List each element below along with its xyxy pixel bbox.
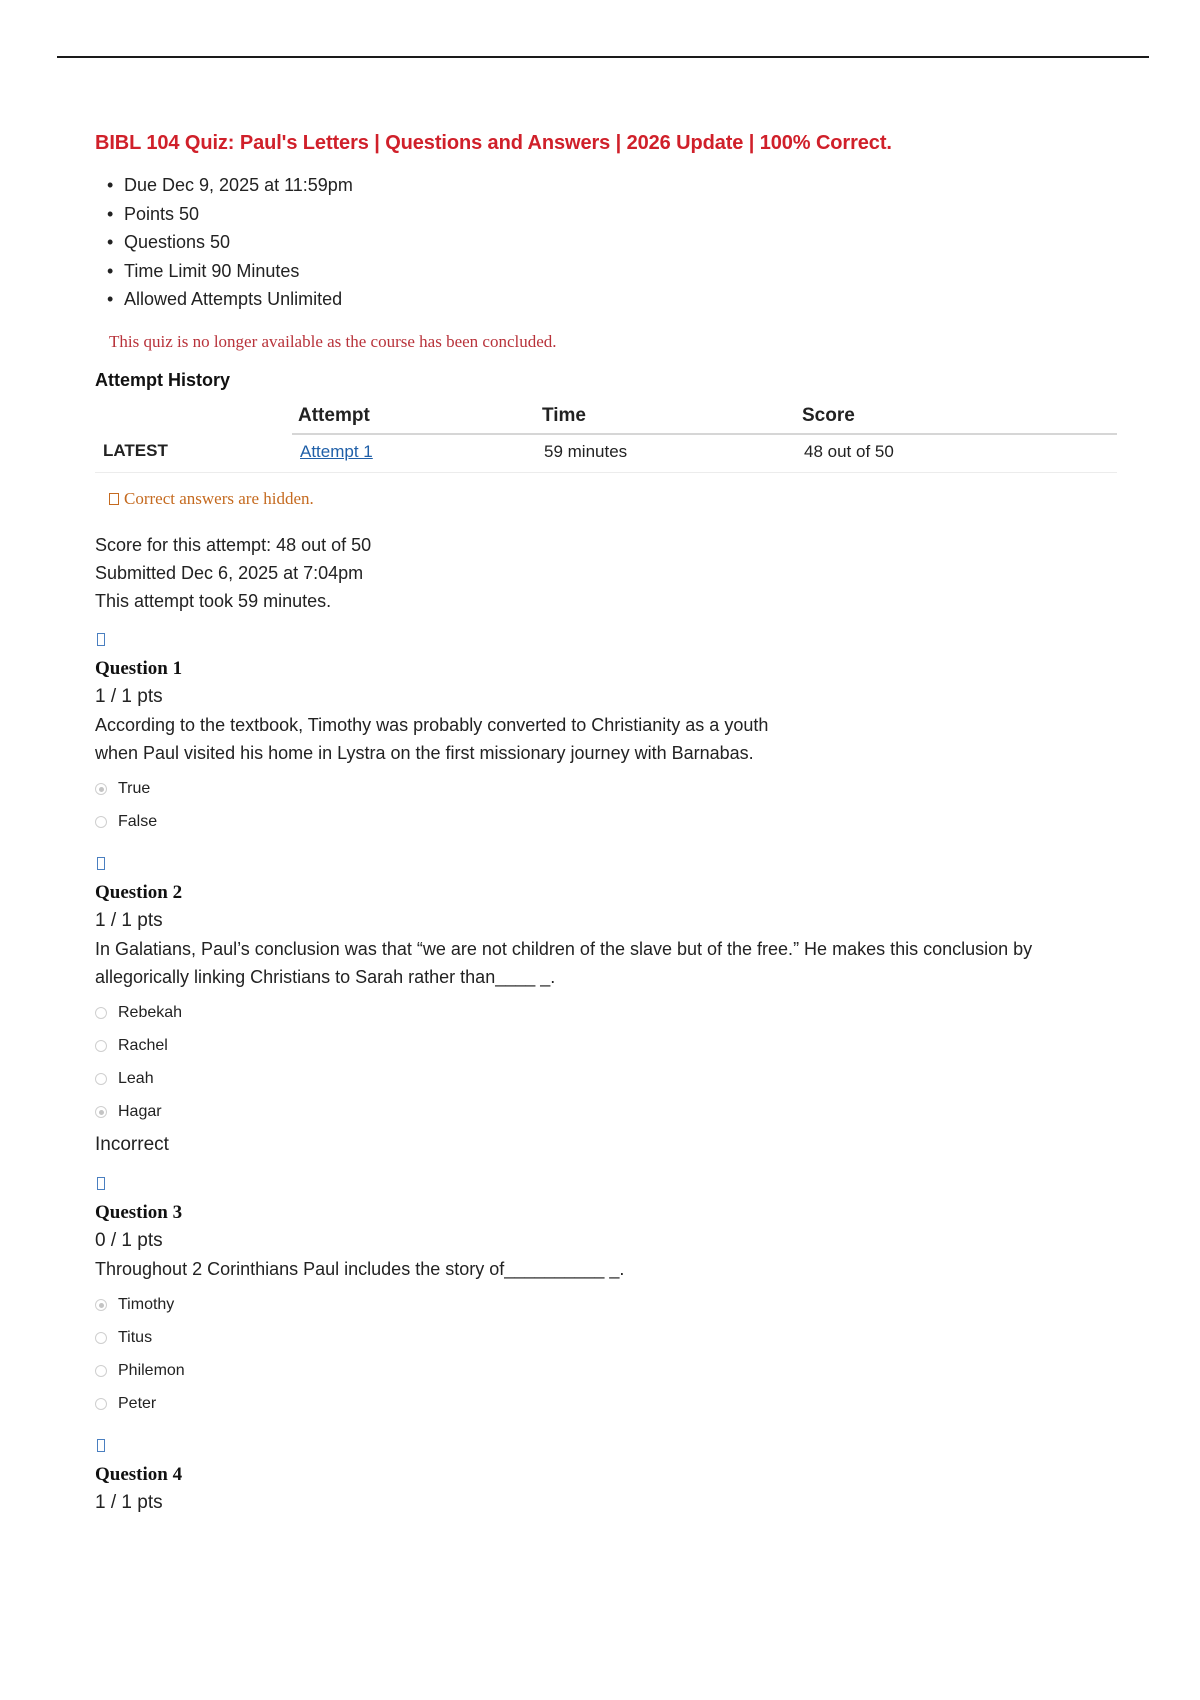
attempt-score: Score for this attempt: 48 out of 50 xyxy=(95,534,372,555)
flag-box-icon[interactable] xyxy=(97,633,105,646)
question-title: Question 1 xyxy=(95,657,183,679)
attempt-1-link[interactable]: Attempt 1 xyxy=(300,441,373,461)
radio-button-selected[interactable] xyxy=(95,783,107,795)
answer-option[interactable]: Hagar xyxy=(95,1096,1125,1129)
radio-button[interactable] xyxy=(95,1365,107,1377)
answer-option[interactable]: Timothy xyxy=(95,1289,1125,1322)
attempt-history-header-row xyxy=(95,401,1117,434)
question-4 xyxy=(95,1429,1125,1517)
attempt-column-header: Attempt xyxy=(292,401,536,434)
radio-button[interactable] xyxy=(95,1040,107,1052)
answer-option[interactable]: Leah xyxy=(95,1063,1125,1096)
detail-questions: • Questions 50 xyxy=(107,228,1125,257)
radio-button[interactable] xyxy=(95,1332,107,1344)
question-points: 0 / 1 pts xyxy=(95,1229,163,1251)
quiz-page xyxy=(95,132,1125,1517)
bullet-icon: • xyxy=(107,175,114,195)
score-cell: 48 out of 50 xyxy=(796,434,1117,473)
answer-option[interactable]: Titus xyxy=(95,1322,1125,1355)
answer-option[interactable]: Rebekah xyxy=(95,997,1125,1030)
question-result: Incorrect xyxy=(95,1133,169,1155)
attempt-cell xyxy=(292,434,536,473)
flag-box-icon[interactable] xyxy=(97,857,105,870)
quiz-details-list xyxy=(95,171,1125,314)
time-cell: 59 minutes xyxy=(536,434,796,473)
question-1 xyxy=(95,623,1125,839)
radio-button-selected[interactable] xyxy=(95,1299,107,1311)
page-title: BIBL 104 Quiz: Paul's Letters | Questions and Answers | 2026 Update | 100% Correct. xyxy=(95,132,892,154)
radio-button[interactable] xyxy=(95,816,107,828)
latest-label: LATEST xyxy=(95,434,292,473)
answer-option[interactable]: True xyxy=(95,773,1125,806)
question-points: 1 / 1 pts xyxy=(95,1491,163,1513)
question-3 xyxy=(95,1167,1125,1421)
bullet-icon: • xyxy=(107,203,114,224)
time-column-header: Time xyxy=(536,401,796,434)
page-top-rule xyxy=(57,56,1149,58)
question-points: 1 / 1 pts xyxy=(95,685,163,707)
attempt-history-heading: Attempt History xyxy=(95,369,231,390)
bullet-icon: • xyxy=(107,260,114,281)
answer-option[interactable]: False xyxy=(95,806,1125,839)
attempt-submitted: Submitted Dec 6, 2025 at 7:04pm xyxy=(95,562,364,583)
question-text: In Galatians, Paul’s conclusion was that “we are not children of the slave but of the free.” He makes this conclusion by allegorically linking Christians to Sarah rather than____ _. xyxy=(95,938,1033,987)
question-title: Question 2 xyxy=(95,881,183,903)
radio-button-selected[interactable] xyxy=(95,1106,107,1118)
detail-allowed-attempts: • Allowed Attempts Unlimited xyxy=(107,285,1125,314)
info-box-icon xyxy=(109,493,119,505)
blank-header-cell xyxy=(95,401,292,434)
question-points: 1 / 1 pts xyxy=(95,909,163,931)
answer-option[interactable]: Philemon xyxy=(95,1355,1125,1388)
score-column-header: Score xyxy=(796,401,1117,434)
detail-time-limit: • Time Limit 90 Minutes xyxy=(107,257,1125,286)
bullet-icon: • xyxy=(107,289,114,309)
radio-button[interactable] xyxy=(95,1073,107,1085)
radio-button[interactable] xyxy=(95,1398,107,1410)
question-2 xyxy=(95,847,1125,1159)
radio-button[interactable] xyxy=(95,1007,107,1019)
detail-points: • Points 50 xyxy=(107,200,1125,229)
bullet-icon: • xyxy=(107,232,114,252)
table-row xyxy=(95,434,1117,473)
question-text: Throughout 2 Corinthians Paul includes the story of__________ _. xyxy=(95,1258,625,1279)
attempt-duration: This attempt took 59 minutes. xyxy=(95,590,332,611)
answers-hidden-note: Correct answers are hidden. xyxy=(109,489,1125,509)
answer-option[interactable]: Peter xyxy=(95,1388,1125,1421)
answer-option[interactable]: Rachel xyxy=(95,1030,1125,1063)
detail-due: • Due Dec 9, 2025 at 11:59pm xyxy=(107,171,1125,200)
question-title: Question 4 xyxy=(95,1463,183,1485)
attempt-history-table xyxy=(95,401,1117,473)
question-text: According to the textbook, Timothy was probably converted to Christianity as a youth when Paul visited his home in Lystra on the first missionary journey with Barnabas. xyxy=(95,714,769,763)
flag-box-icon[interactable] xyxy=(97,1177,105,1190)
course-concluded-notice: This quiz is no longer available as the course has been concluded. xyxy=(109,331,557,351)
flag-box-icon[interactable] xyxy=(97,1439,105,1452)
question-title: Question 3 xyxy=(95,1201,183,1223)
